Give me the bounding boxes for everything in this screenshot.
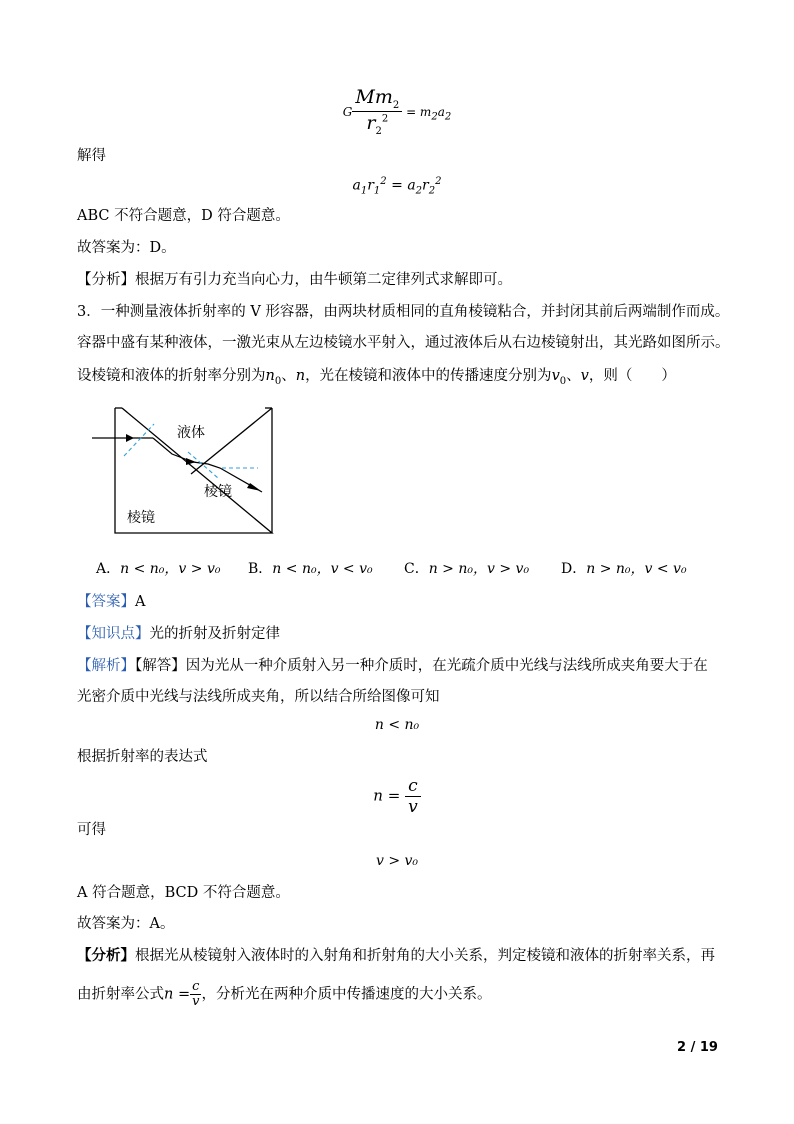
option-b: B．n < n₀，v < v₀ (248, 561, 373, 577)
answer-value: A (135, 594, 146, 610)
keyi-label: 可得 (77, 822, 106, 838)
solution-subtag: 【解答】 (135, 658, 186, 674)
right-prism-label: 棱镜 (204, 484, 232, 500)
equation-v-greater-v0: v > v₀ (375, 853, 419, 869)
analysis-1 (77, 270, 512, 290)
eq-fraction: $\frac{Mm_2}{r_2^2}$ (352, 86, 402, 137)
analysis-tag: 【分析】 (77, 272, 135, 288)
analysis-text: 根据万有引力充当向心力，由牛顿第二定律列式求解即可。 (135, 272, 512, 288)
option-c: C．n > n₀，v > v₀ (404, 561, 530, 577)
question-3-line-2: 容器中盛有某种液体，一激光束从左边棱镜水平射入，通过液体后从右边棱镜射出，其光路如图所示。 (77, 335, 730, 351)
question-3-line-3: 设棱镜和液体的折射率分别为$n_0$、n，光在棱镜和液体中的传播速度分别为$v_0$、v，则（ ） (77, 368, 676, 387)
page-number: 2 / 19 (677, 1040, 718, 1055)
answer-line-2: 故答案为：A。 (77, 916, 175, 932)
option-a: A．n < n₀，v > v₀ (96, 561, 221, 577)
ray-arrow-2 (186, 458, 196, 465)
equation-gravity: G $\frac{Mm_2}{r_2^2}$ = $m_2a_2$ (342, 86, 452, 137)
knowledge-point (77, 624, 280, 644)
conclusion-2: A 符合题意，BCD 不符合题意。 (77, 885, 290, 901)
analysis-2-tag: 【分析】 (77, 947, 135, 964)
v-container-figure (90, 404, 280, 544)
right-prism-hypotenuse (191, 408, 272, 474)
equation-n-c-over-v: n = $\frac{c}{v}$ (0, 776, 794, 817)
analysis-2-line-2: 由折射率公式n = $\frac{c}{v}$ ，分析光在两种介质中传播速度的大小关系。 (77, 979, 492, 1009)
answer-line-1: 故答案为：D。 (77, 240, 176, 256)
analysis-2-line-1: 【分析】根据光从棱镜射入液体时的入射角和折射角的大小关系，判定棱镜和液体的折射率关系，再 (77, 947, 715, 964)
solution-line-1: 【解析】【解答】因为光从一种介质射入另一种介质时，在光疏介质中光线与法线所成夹角要大于在 (77, 658, 708, 674)
answer-tag: 【答案】 (77, 594, 135, 610)
solution-tag: 【解析】 (77, 658, 135, 674)
knowledge-tag: 【知识点】 (77, 626, 150, 642)
conclusion-1: ABC 不符合题意，D 符合题意。 (77, 208, 290, 224)
solve-label-1: 解得 (77, 148, 106, 164)
answer-block (77, 592, 145, 612)
equation-n-less-n0: n < n₀ (374, 717, 420, 733)
ray-arrow-1 (126, 434, 134, 442)
solution-line-2: 光密介质中光线与法线所成夹角，所以结合所给图像可知 (77, 689, 440, 705)
eq-g: G (342, 104, 353, 119)
equation-result-1: $a_1r_1^2 = a_2r_2^2$ (352, 176, 442, 197)
liquid-label: 液体 (177, 425, 205, 441)
question-3-line-1: 3．一种测量液体折射率的 V 形容器，由两块材质相同的直角棱镜粘合，并封闭其前后两端制作而成。 (77, 304, 730, 320)
left-prism-label: 棱镜 (127, 510, 155, 526)
option-d: D．n > n₀，v < v₀ (561, 561, 687, 577)
knowledge-value: 光的折射及折射定律 (149, 626, 280, 642)
formula-label: 根据折射率的表达式 (77, 749, 208, 765)
